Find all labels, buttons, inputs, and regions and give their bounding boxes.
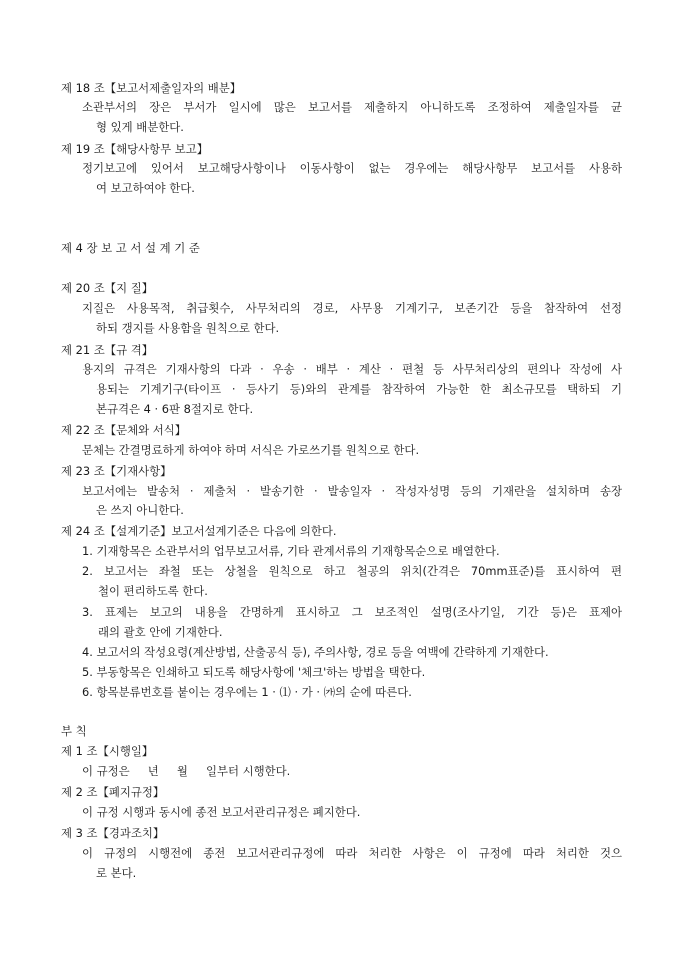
article-21-body-line-1: 용지의 규격은 기재사항의 다과 · 우송 · 배부 · 계산 · 편철 등 사무처리상의 편의나 작성에 사 [82,362,622,376]
article-24-item-6: 6. 항목분류번호를 붙이는 경우에는 1 · ⑴ · 가 · ㈎의 순에 따른다. [82,685,412,699]
supplementary-article-2-body: 이 규정 시행과 동시에 종전 보고서관리규정은 폐지한다. [82,805,361,819]
supplementary-provisions-heading: 부 칙 [61,724,87,738]
article-21-body-line-3: 본규격은 4 · 6판 8절지로 한다. [96,402,254,416]
article-21-body-line-2: 용되는 기계기구(타이프 · 등사기 등)와의 관계를 참작하여 가능한 한 최소규모를 택하되 기 [96,382,622,396]
article-22-body-line-1: 문체는 간결명료하게 하여야 하며 서식은 가로쓰기를 원칙으로 한다. [82,443,420,457]
supplementary-article-3-heading: 제 3 조【경과조치】 [61,826,165,840]
article-18-body-line-2: 형 있게 배분한다. [96,120,184,134]
article-18-body-line-1: 소관부서의 장은 부서가 일시에 많은 보고서를 제출하지 아니하도록 조정하여 제출일자를 균 [82,100,622,114]
article-20-body-line-2: 하되 갱지를 사용함을 원칙으로 한다. [96,321,280,335]
article-21-heading: 제 21 조【규 격】 [61,343,154,357]
article-24-item-1: 1. 기재항목은 소관부서의 업무보고서류, 기타 관계서류의 기재항목순으로 배열한다. [82,544,500,558]
supplementary-article-1-heading: 제 1 조【시행일】 [61,744,154,758]
supplementary-article-2-heading: 제 2 조【폐지규정】 [61,785,165,799]
article-24-item-4: 4. 보고서의 작성요령(계산방법, 산출공식 등), 주의사항, 경로 등을 여백에 간략하게 기재한다. [82,645,549,659]
article-24-item-2-line-1: 2. 보고서는 좌철 또는 상철을 원칙으로 하고 철공의 위치(간격은 70mm표준)를 표시하여 편 [82,564,622,578]
article-20-heading: 제 20 조【지 질】 [61,281,154,295]
article-23-body-line-2: 은 쓰지 아니한다. [96,503,184,517]
article-18-heading: 제 18 조【보고서제출일자의 배분】 [61,81,242,95]
article-19-body-line-1: 정기보고에 있어서 보고해당사항이나 이동사항이 없는 경우에는 해당사항무 보고서를 사용하 [82,161,622,175]
article-23-body-line-1: 보고서에는 발송처 · 제출처 · 발송기한 · 발송일자 · 작성자성명 등의 기재란을 설치하며 송장 [82,484,622,498]
article-23-heading: 제 23 조【기재사항】 [61,464,172,478]
article-19-heading: 제 19 조【해당사항무 보고】 [61,142,209,156]
supplementary-article-1-body: 이 규정은 년 월 일부터 시행한다. [82,764,291,778]
supplementary-article-3-body-line-2: 로 본다. [96,866,137,880]
supplementary-article-3-body-line-1: 이 규정의 시행전에 종전 보고서관리규정에 따라 처리한 사항은 이 규정에 따라 처리한 것으 [82,846,622,860]
article-24-heading: 제 24 조【설계기준】보고서설계기준은 다음에 의한다. [61,524,337,538]
article-24-item-3-line-2: 래의 괄호 안에 기재한다. [98,625,223,639]
chapter-4-heading: 제 4 장 보 고 서 설 계 기 준 [61,241,200,255]
article-24-item-5: 5. 부동항목은 인쇄하고 되도록 해당사항에 '체크'하는 방법을 택한다. [82,665,426,679]
article-24-item-3-line-1: 3. 표제는 보고의 내용을 간명하게 표시하고 그 보조적인 설명(조사기일, 기간 등)은 표제아 [82,605,622,619]
article-19-body-line-2: 여 보고하여야 한다. [96,181,195,195]
article-24-item-2-line-2: 철이 편리하도록 한다. [98,584,208,598]
article-20-body-line-1: 지질은 사용목적, 취급횟수, 사무처리의 경로, 사무용 기계기구, 보존기간 등을 참작하여 선정 [82,301,622,315]
article-22-heading: 제 22 조【문체와 서식】 [61,423,187,437]
